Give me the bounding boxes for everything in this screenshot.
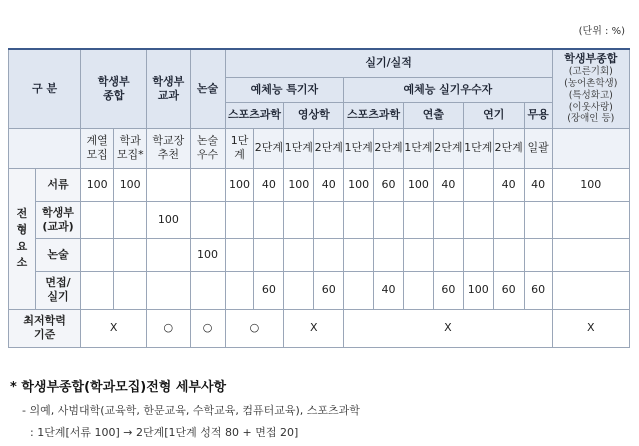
admission-table: [8, 48, 630, 348]
col-principal: 학교장 추천: [147, 128, 190, 168]
category-spacer: [9, 128, 81, 168]
cell: [314, 238, 344, 271]
col-hakgwa: 학과 모집*: [114, 128, 147, 168]
row-label-minimum: 최저학력 기준: [9, 309, 81, 347]
cell: 40: [254, 168, 284, 201]
cell: 100: [114, 168, 147, 201]
cell: [254, 238, 284, 271]
perform-header: 연출: [403, 102, 463, 128]
cell: [374, 201, 404, 238]
cell: 60: [493, 271, 524, 309]
cell: [254, 201, 284, 238]
row-label-gyogwa: 학생부 (교과): [35, 201, 80, 238]
cell: [463, 238, 493, 271]
cell: 100: [463, 271, 493, 309]
category-header: 구 분: [9, 49, 81, 128]
acting-header: 연기: [463, 102, 524, 128]
cell: 40: [524, 168, 552, 201]
cell: X: [552, 309, 629, 347]
cell: [374, 238, 404, 271]
hakjong-header: 학생부 종합: [81, 49, 147, 128]
col-stage1: 1단계: [225, 128, 254, 168]
cell: [463, 201, 493, 238]
dance-header: 무용: [524, 102, 552, 128]
table-row-interview: [9, 271, 630, 309]
col-stage2: 2단계: [254, 128, 284, 168]
table-row-gyogwa: [9, 201, 630, 238]
nonsul-header: 논술: [190, 49, 225, 128]
cell: [524, 201, 552, 238]
cell: [433, 201, 463, 238]
cell: [225, 271, 254, 309]
cell: [284, 238, 314, 271]
cell: [344, 238, 374, 271]
note-line-1: - 의예, 사범대학(교육학, 한문교육, 수학교육, 컴퓨터교육), 스포츠과학: [22, 404, 360, 417]
cell: [147, 168, 190, 201]
cell: [524, 238, 552, 271]
cell: [493, 201, 524, 238]
right-header-sub: (고른기회) (농어촌학생) (특성화고) (이웃사랑) (장애인 등): [564, 65, 618, 125]
group-label: 전 형 요 소: [9, 168, 36, 309]
col-nonsul: 논술 우수: [190, 128, 225, 168]
right-header: [552, 49, 629, 128]
hakgyo-header: 학생부 교과: [147, 49, 190, 128]
right-spacer: [552, 128, 629, 168]
cell: 100: [403, 168, 433, 201]
col-stage2: 2단계: [493, 128, 524, 168]
cell: [314, 201, 344, 238]
cell: 60: [314, 271, 344, 309]
sports2-header: 스포츠과학: [344, 102, 404, 128]
row-label-seoryu: 서류: [35, 168, 80, 201]
col-ilgwal: 일괄: [524, 128, 552, 168]
cell: [403, 201, 433, 238]
cell: 40: [433, 168, 463, 201]
cell: 60: [254, 271, 284, 309]
cell: [463, 168, 493, 201]
row-label-interview: 면접/ 실기: [35, 271, 80, 309]
cell: 40: [314, 168, 344, 201]
cell: [344, 201, 374, 238]
cell: 60: [524, 271, 552, 309]
col-stage2: 2단계: [433, 128, 463, 168]
teukgi-header: 예체능 특기자: [225, 77, 344, 102]
cell: ○: [147, 309, 190, 347]
cell: 100: [190, 238, 225, 271]
cell: [552, 201, 629, 238]
col-stage2: 2단계: [374, 128, 404, 168]
cell: 40: [493, 168, 524, 201]
cell: 100: [147, 201, 190, 238]
sports1-header: 스포츠과학: [225, 102, 284, 128]
table-row-seoryu: [9, 168, 630, 201]
right-header-title: 학생부종합: [564, 52, 618, 66]
col-gyeyeol: 계열 모집: [81, 128, 114, 168]
cell: [552, 271, 629, 309]
cell: [284, 271, 314, 309]
cell: [190, 168, 225, 201]
col-stage1: 1단계: [344, 128, 374, 168]
cell: [552, 238, 629, 271]
cell: [147, 271, 190, 309]
col-stage1: 1단계: [403, 128, 433, 168]
video-header: 영상학: [284, 102, 344, 128]
cell: 100: [225, 168, 254, 201]
cell: [225, 238, 254, 271]
note-line-2: : 1단계[서류 100] → 2단계[1단계 성적 80 + 면접 20]: [30, 426, 299, 439]
cell: [190, 271, 225, 309]
cell: [403, 271, 433, 309]
cell: 100: [552, 168, 629, 201]
cell: 60: [433, 271, 463, 309]
cell: [403, 238, 433, 271]
cell: [225, 201, 254, 238]
table-row-minimum: [9, 309, 630, 347]
silgi-header: 실기/실적: [225, 49, 552, 77]
row-label-nonsul: 논술: [35, 238, 80, 271]
cell: 100: [81, 168, 114, 201]
cell: [81, 201, 114, 238]
cell: [114, 271, 147, 309]
cell: [284, 201, 314, 238]
cell: X: [344, 309, 552, 347]
cell: [433, 238, 463, 271]
cell: [190, 201, 225, 238]
note-title: * 학생부종합(학과모집)전형 세부사항: [10, 380, 227, 395]
usu-header: 예체능 실기우수자: [344, 77, 552, 102]
col-stage1: 1단계: [284, 128, 314, 168]
cell: [81, 271, 114, 309]
table-row-nonsul: [9, 238, 630, 271]
cell: [114, 201, 147, 238]
col-stage2: 2단계: [314, 128, 344, 168]
cell: [344, 271, 374, 309]
cell: 60: [374, 168, 404, 201]
cell: [114, 238, 147, 271]
cell: 100: [344, 168, 374, 201]
col-stage1: 1단계: [463, 128, 493, 168]
cell: X: [284, 309, 344, 347]
cell: [81, 238, 114, 271]
unit-label: (단위 : %): [578, 26, 625, 37]
cell: X: [81, 309, 147, 347]
cell: ○: [190, 309, 225, 347]
cell: 100: [284, 168, 314, 201]
cell: 40: [374, 271, 404, 309]
cell: ○: [225, 309, 284, 347]
cell: [493, 238, 524, 271]
cell: [147, 238, 190, 271]
